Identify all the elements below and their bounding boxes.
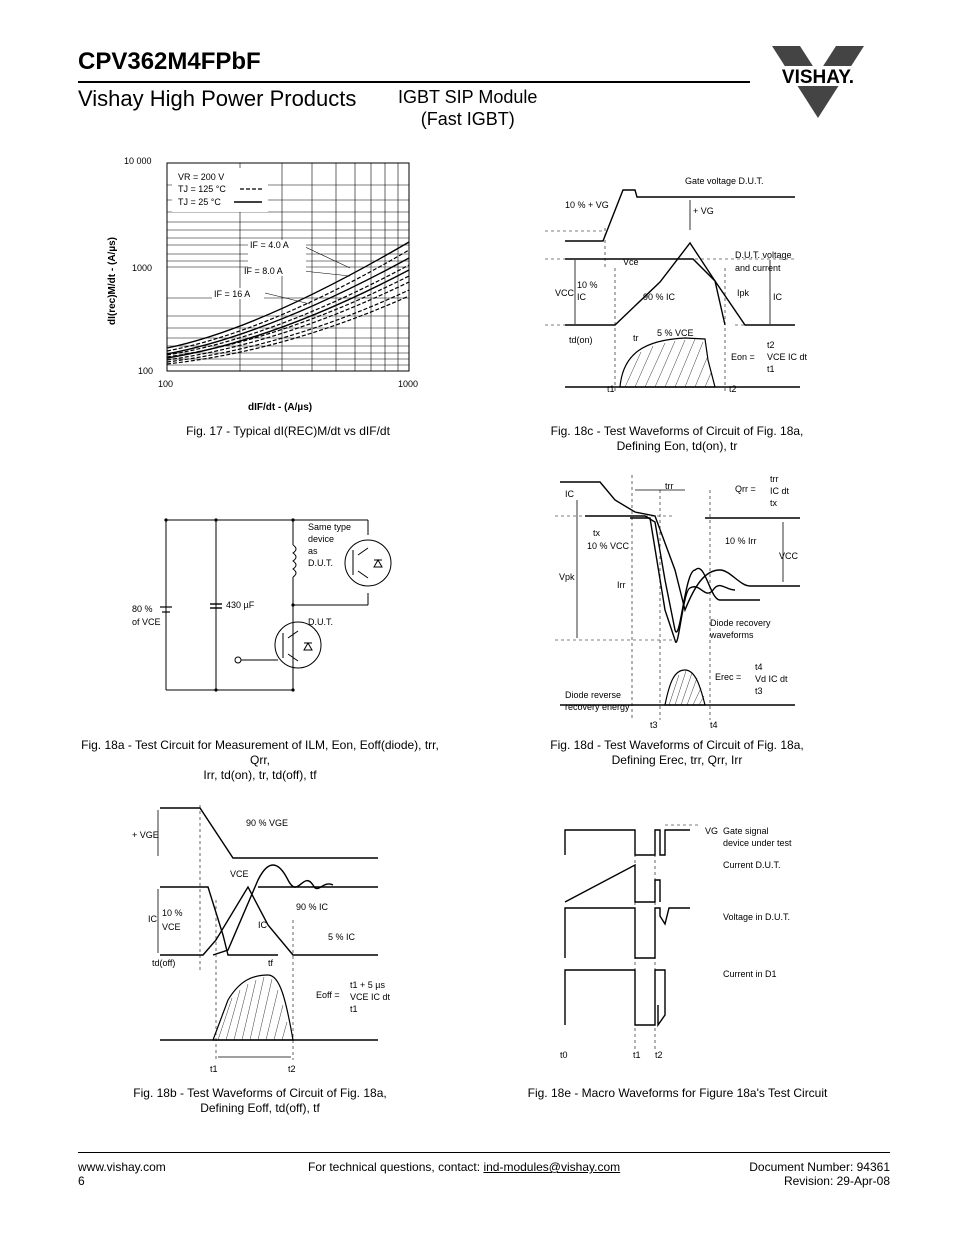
fig18d-t3: t3: [650, 720, 658, 730]
fig17-label-16a: IF = 16 A: [214, 289, 251, 299]
fig18d-trr-top: trr: [665, 481, 674, 491]
fig18d-irr: Irr: [617, 580, 626, 590]
footer-contact-email[interactable]: ind-modules@vishay.com: [483, 1160, 621, 1174]
fig18d-caption: [522, 738, 832, 768]
fig18a-cap-value: 430 µF: [226, 600, 255, 610]
part-number: CPV362M4FPbF: [78, 48, 261, 75]
fig18c-ipk: Ipk: [737, 288, 750, 298]
fig17-chart: [107, 150, 440, 420]
fig18d-ic: IC: [565, 489, 574, 499]
fig18d-caption-2: Defining Erec, trr, Qrr, Irr: [611, 753, 743, 767]
fig18b-90pct-ic: 90 % IC: [296, 902, 329, 912]
fig18c-waveforms: [545, 168, 815, 408]
fig18d-tx: tx: [593, 528, 601, 538]
fig18c-gate-voltage: Gate voltage D.U.T.: [685, 176, 764, 186]
fig18c-5pct-vce: 5 % VCE: [657, 328, 694, 338]
fig18b-vce-top: VCE: [230, 869, 249, 879]
fig18d-caption-1: Fig. 18d - Test Waveforms of Circuit of Fig. 18a,: [550, 738, 804, 752]
fig18c-caption: [522, 424, 832, 454]
fig18d-erec: Erec =: [715, 672, 742, 682]
fig18b-t2: t2: [288, 1064, 296, 1074]
fig18b-tf: tf: [268, 958, 274, 968]
fig18e-vg: VG: [705, 826, 719, 836]
fig17-xtick-1000: 1000: [398, 379, 419, 389]
module-subtitle: [398, 86, 537, 130]
fig18d-trr-int: trr: [770, 474, 779, 484]
footer-contact: [308, 1160, 620, 1174]
fig18a-dut-bottom: D.U.T.: [308, 617, 334, 627]
fig18d-10pct-irr: 10 % Irr: [725, 536, 757, 546]
fig18e-t1: t1: [633, 1050, 641, 1060]
fig17-xtick-100: 100: [158, 379, 174, 389]
fig18c-10pct-vg: 10 % + VG: [565, 200, 609, 210]
fig18c-t2-int: t2: [767, 340, 775, 350]
fig18d-10pct-vcc: 10 % VCC: [587, 541, 630, 551]
fig18b-90pct-vge: 90 % VGE: [246, 818, 289, 828]
fig18b-t1: t1: [210, 1064, 218, 1074]
fig18b-ic-mid: IC: [258, 920, 267, 930]
fig17-ylabel: dI(rec)M/dt - (A/µs): [107, 237, 118, 325]
fig18b-int-upper: t1 + 5 µs: [350, 980, 385, 990]
fig18c-caption-2: Defining Eon, td(on), tr: [616, 439, 738, 453]
fig18b-caption: [110, 1086, 410, 1116]
fig18d-qrr: Qrr =: [735, 484, 756, 494]
fig18b-5pct-ic: 5 % IC: [328, 932, 356, 942]
fig18a-device: device: [308, 534, 335, 544]
footer-rule: [78, 1152, 890, 1153]
fig18a-80pct: 80 %: [132, 604, 153, 614]
logo-text: VISHAY.: [781, 67, 855, 88]
fig18e-t0: t0: [560, 1050, 568, 1060]
footer-doc-number: Document Number: 94361: [749, 1160, 890, 1174]
fig18c-dut-voltage: D.U.T. voltage: [735, 250, 792, 260]
fig18b-tdoff: td(off): [152, 958, 176, 968]
fig18e-waveforms: [555, 820, 835, 1070]
fig18d-t3-int: t3: [755, 686, 763, 696]
fig18d-waveforms: waveforms: [710, 630, 754, 640]
fig17-caption: Fig. 17 - Typical dI(REC)M/dt vs dIF/dt: [186, 424, 390, 438]
fig18b-caption-2: Defining Eoff, td(off), tf: [200, 1101, 320, 1115]
fig18d-t4: t4: [710, 720, 718, 730]
fig18a-caption-1: Fig. 18a - Test Circuit for Measurement of ILM, Eon, Eoff(diode), trr, Qrr,: [81, 738, 439, 767]
fig18c-ic-left: IC: [577, 292, 586, 302]
fig18a-as: as: [308, 546, 318, 556]
vishay-logo: [768, 44, 868, 120]
fig18b-10pct: 10 %: [162, 908, 183, 918]
fig17-ytick-top: 10 000: [124, 156, 152, 166]
fig18c-vce: Vce: [623, 257, 639, 267]
fig18b-eoff: Eoff =: [316, 990, 340, 1000]
fig18e-device-under-test: device under test: [723, 838, 792, 848]
footer-contact-prefix: For technical questions, contact:: [308, 1160, 484, 1174]
fig18c-10pct: 10 %: [577, 280, 598, 290]
fig18d-tx-int: tx: [770, 498, 778, 508]
fig18a-dut-top: D.U.T.: [308, 558, 334, 568]
fig18a-caption-2: Irr, td(on), tr, td(off), tf: [203, 768, 317, 782]
fig17-label-8a: IF = 8.0 A: [244, 266, 283, 276]
fig17-xlabel: dIF/dt - (A/µs): [248, 402, 313, 413]
fig18c-t1-int: t1: [767, 364, 775, 374]
footer-website[interactable]: www.vishay.com: [78, 1160, 166, 1174]
fig18d-ic-dt: IC dt: [770, 486, 790, 496]
fig18c-tdon: td(on): [569, 335, 593, 345]
fig18c-caption-1: Fig. 18c - Test Waveforms of Circuit of Fig. 18a,: [550, 424, 804, 438]
fig18a-same-type: Same type: [308, 522, 352, 532]
fig17-legend-125: TJ = 125 °C: [178, 184, 226, 194]
fig18c-tr: tr: [633, 333, 639, 343]
company-name: Vishay High Power Products: [78, 86, 357, 111]
fig18c-t1: t1: [607, 384, 615, 394]
fig18b-ic-left: IC: [148, 914, 157, 924]
fig17-legend-vr: VR = 200 V: [178, 172, 225, 182]
fig18e-voltage-dut: Voltage in D.U.T.: [723, 912, 791, 922]
fig18a-of-vce: of VCE: [132, 617, 161, 627]
fig18d-t4-int: t4: [755, 662, 763, 672]
fig18d-vpk: Vpk: [559, 572, 575, 582]
fig18c-and-current: and current: [735, 263, 781, 273]
fig18a-caption: [70, 738, 450, 783]
fig18d-vd-ic-dt: Vd IC dt: [755, 674, 788, 684]
fig18b-plus-vge: + VGE: [132, 830, 159, 840]
fig18d-vcc: VCC: [779, 551, 799, 561]
fig17-ytick-bottom: 100: [138, 366, 154, 376]
module-line-2: (Fast IGBT): [420, 109, 515, 129]
fig18c-eon: Eon =: [731, 352, 755, 362]
fig18c-vcc: VCC: [555, 288, 575, 298]
fig17-ytick-mid: 1000: [132, 263, 153, 273]
fig18d-diode-recovery: Diode recovery: [710, 618, 771, 628]
footer-page-number: 6: [78, 1174, 85, 1188]
module-line-1: IGBT SIP Module: [398, 87, 538, 107]
fig18e-caption: Fig. 18e - Macro Waveforms for Figure 18a's Test Circuit: [527, 1086, 828, 1100]
fig18d-recovery-energy: recovery energy: [565, 702, 630, 712]
fig18c-vce-ic-dt: VCE IC dt: [767, 352, 808, 362]
footer-revision: Revision: 29-Apr-08: [783, 1174, 890, 1188]
fig18b-waveforms: [128, 800, 398, 1080]
fig18b-int-lower: t1: [350, 1004, 358, 1014]
fig17-label-4a: IF = 4.0 A: [250, 240, 289, 250]
fig18c-t2: t2: [729, 384, 737, 394]
fig18e-current-dut: Current D.U.T.: [723, 860, 781, 870]
fig17-legend-25: TJ = 25 °C: [178, 197, 221, 207]
fig18a-circuit: [128, 515, 408, 695]
header-rule: [78, 81, 750, 83]
fig18c-ic-right: IC: [773, 292, 782, 302]
fig18e-t2: t2: [655, 1050, 663, 1060]
fig18c-plus-vg: + VG: [693, 206, 714, 216]
fig18d-diode-reverse: Diode reverse: [565, 690, 622, 700]
fig18b-vce-left: VCE: [162, 922, 181, 932]
fig18b-vce-ic-dt: VCE IC dt: [350, 992, 391, 1002]
fig18e-current-d1: Current in D1: [723, 969, 777, 979]
fig18b-caption-1: Fig. 18b - Test Waveforms of Circuit of Fig. 18a,: [133, 1086, 387, 1100]
fig18e-gate-signal: Gate signal: [723, 826, 769, 836]
fig18d-waveforms: [555, 470, 825, 732]
fig18c-90pct-ic: 90 % IC: [643, 292, 676, 302]
